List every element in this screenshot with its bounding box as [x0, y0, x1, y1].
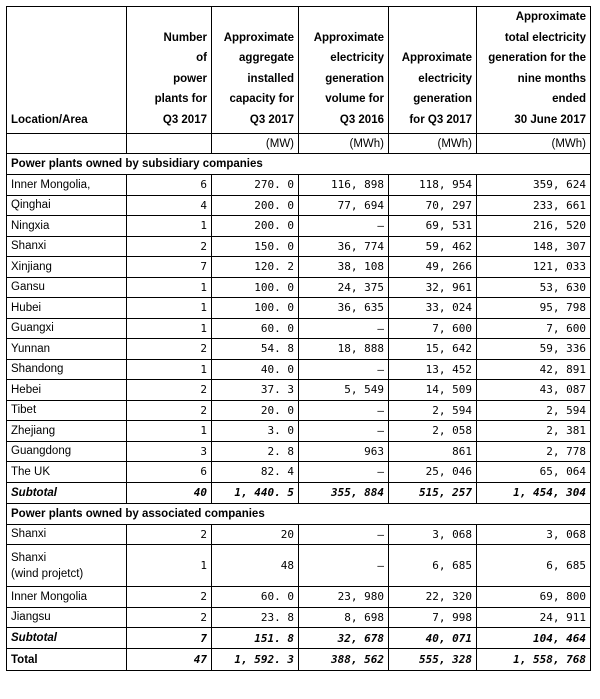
header-gen-nine-months	[477, 7, 591, 134]
header-line: electricity	[330, 52, 384, 64]
gen-nine-months-cell: 2, 381	[477, 421, 591, 442]
plants-cell: 6	[127, 462, 212, 483]
plants-cell: 1	[127, 359, 212, 380]
location-cell: Ningxia	[7, 216, 127, 237]
gen-2016-cell: –	[299, 318, 389, 339]
table-row	[7, 216, 591, 237]
section-title: Power plants owned by associated companies	[7, 503, 591, 524]
table-row	[7, 318, 591, 339]
gen-2017-cell: 15, 642	[389, 339, 477, 360]
header-line: electricity	[418, 72, 472, 85]
plants-cell: 40	[127, 482, 212, 503]
gen-nine-months-cell: 65, 064	[477, 462, 591, 483]
gen-nine-months-cell: 6, 685	[477, 545, 591, 587]
header-line: for Q3 2017	[409, 113, 472, 126]
header-line: nine months	[517, 72, 586, 85]
plants-cell: 1	[127, 298, 212, 319]
capacity-cell: 270. 0	[212, 175, 299, 196]
capacity-cell: 20	[212, 524, 299, 545]
gen-2016-cell: –	[299, 524, 389, 545]
capacity-cell: 3. 0	[212, 421, 299, 442]
gen-2016-cell: 116, 898	[299, 175, 389, 196]
table-container	[6, 6, 590, 671]
header-line: of	[196, 52, 207, 64]
capacity-cell: 2. 8	[212, 441, 299, 462]
location-cell: Inner Mongolia,	[7, 175, 127, 196]
plants-cell: 7	[127, 257, 212, 278]
gen-2017-cell: 59, 462	[389, 236, 477, 257]
gen-2017-cell: 7, 600	[389, 318, 477, 339]
capacity-cell: 100. 0	[212, 277, 299, 298]
location-cell: Yunnan	[7, 339, 127, 360]
location-cell: Shandong	[7, 359, 127, 380]
location-cell: Jiangsu	[7, 607, 127, 628]
gen-2016-cell: 36, 774	[299, 236, 389, 257]
subtotal-row-label: Subtotal	[7, 628, 127, 649]
section-header-row	[7, 154, 591, 175]
gen-nine-months-cell: 2, 594	[477, 400, 591, 421]
header-capacity	[212, 7, 299, 134]
gen-2017-cell: 70, 297	[389, 195, 477, 216]
gen-2016-cell: 963	[299, 441, 389, 462]
table-row	[7, 421, 591, 442]
header-line: installed	[247, 72, 294, 85]
plants-cell: 6	[127, 175, 212, 196]
gen-2016-cell: –	[299, 421, 389, 442]
header-line: ended	[552, 93, 586, 105]
plants-cell: 2	[127, 587, 212, 608]
gen-2017-cell: 13, 452	[389, 359, 477, 380]
capacity-cell: 60. 0	[212, 318, 299, 339]
gen-2016-cell: 36, 635	[299, 298, 389, 319]
capacity-cell: 60. 0	[212, 587, 299, 608]
gen-2017-cell: 555, 328	[389, 649, 477, 671]
header-line: Q3 2017	[162, 113, 207, 126]
capacity-cell: 100. 0	[212, 298, 299, 319]
plants-cell: 1	[127, 421, 212, 442]
capacity-cell: 120. 2	[212, 257, 299, 278]
capacity-cell: 20. 0	[212, 400, 299, 421]
gen-nine-months-cell: 59, 336	[477, 339, 591, 360]
capacity-cell: 200. 0	[212, 216, 299, 237]
location-cell: Shanxi	[7, 236, 127, 257]
table-row	[7, 400, 591, 421]
subtotal-row	[7, 482, 591, 503]
table-row	[7, 587, 591, 608]
table-row	[7, 524, 591, 545]
gen-2016-cell: 23, 980	[299, 587, 389, 608]
location-cell: Shanxi	[7, 524, 127, 545]
header-line: 30 June 2017	[514, 113, 586, 126]
gen-2016-cell: 5, 549	[299, 380, 389, 401]
header-line: power	[173, 72, 207, 85]
table-row	[7, 175, 591, 196]
gen-nine-months-cell: 216, 520	[477, 216, 591, 237]
gen-nine-months-cell: 3, 068	[477, 524, 591, 545]
capacity-cell: 150. 0	[212, 236, 299, 257]
gen-2017-cell: 7, 998	[389, 607, 477, 628]
location-cell: Hebei	[7, 380, 127, 401]
gen-2016-cell: –	[299, 545, 389, 587]
location-cell: Qinghai	[7, 195, 127, 216]
plants-cell: 2	[127, 607, 212, 628]
gen-nine-months-cell: 42, 891	[477, 359, 591, 380]
plants-cell: 1	[127, 318, 212, 339]
gen-nine-months-cell: 7, 600	[477, 318, 591, 339]
location-cell: Tibet	[7, 400, 127, 421]
location-line: Shanxi	[11, 551, 47, 564]
units-gen-2016: (MWh)	[299, 134, 389, 154]
header-line: Approximate	[223, 31, 294, 44]
table-row	[7, 339, 591, 360]
header-line: total electricity	[504, 31, 586, 44]
location-cell: Xinjiang	[7, 257, 127, 278]
header-plants	[127, 7, 212, 134]
plants-cell: 3	[127, 441, 212, 462]
header-line: Approximate	[515, 11, 586, 23]
location-cell	[7, 545, 127, 587]
plants-cell: 1	[127, 277, 212, 298]
units-capacity: (MW)	[212, 134, 299, 154]
gen-2016-cell: 355, 884	[299, 482, 389, 503]
header-gen-2017	[389, 7, 477, 134]
subtotal-row	[7, 628, 591, 649]
gen-nine-months-cell: 1, 558, 768	[477, 649, 591, 671]
header-line: Q3 2017	[249, 113, 294, 126]
table-row	[7, 380, 591, 401]
header-line: capacity for	[229, 93, 294, 105]
plants-cell: 7	[127, 628, 212, 649]
capacity-cell: 40. 0	[212, 359, 299, 380]
header-gen-2016	[299, 7, 389, 134]
header-line: Q3 2016	[339, 113, 384, 126]
plants-cell: 2	[127, 236, 212, 257]
gen-nine-months-cell: 104, 464	[477, 628, 591, 649]
capacity-cell: 200. 0	[212, 195, 299, 216]
section-header-row	[7, 503, 591, 524]
table-row	[7, 545, 591, 587]
capacity-cell: 1, 592. 3	[212, 649, 299, 671]
units-gen-nine-months: (MWh)	[477, 134, 591, 154]
gen-2017-cell: 69, 531	[389, 216, 477, 237]
table-row	[7, 462, 591, 483]
location-cell: Gansu	[7, 277, 127, 298]
gen-2017-cell: 6, 685	[389, 545, 477, 587]
header-line: generation	[325, 72, 384, 85]
gen-nine-months-cell: 43, 087	[477, 380, 591, 401]
location-cell: The UK	[7, 462, 127, 483]
plants-cell: 47	[127, 649, 212, 671]
plants-cell: 2	[127, 339, 212, 360]
power-plant-table	[6, 6, 591, 671]
header-location: Location/Area	[7, 7, 127, 134]
plants-cell: 2	[127, 400, 212, 421]
gen-2016-cell: 8, 698	[299, 607, 389, 628]
table-row	[7, 257, 591, 278]
capacity-cell: 37. 3	[212, 380, 299, 401]
total-row	[7, 649, 591, 671]
gen-2017-cell: 861	[389, 441, 477, 462]
gen-nine-months-cell: 24, 911	[477, 607, 591, 628]
gen-nine-months-cell: 2, 778	[477, 441, 591, 462]
gen-2016-cell: –	[299, 359, 389, 380]
plants-cell: 1	[127, 216, 212, 237]
table-row	[7, 277, 591, 298]
location-cell: Guangxi	[7, 318, 127, 339]
header-line: Number	[163, 31, 207, 44]
capacity-cell: 54. 8	[212, 339, 299, 360]
header-line: aggregate	[239, 52, 294, 64]
units-gen-2017: (MWh)	[389, 134, 477, 154]
gen-2017-cell: 2, 058	[389, 421, 477, 442]
gen-2016-cell: 388, 562	[299, 649, 389, 671]
plants-cell: 2	[127, 380, 212, 401]
gen-2017-cell: 49, 266	[389, 257, 477, 278]
plants-cell: 1	[127, 545, 212, 587]
location-cell: Hubei	[7, 298, 127, 319]
gen-2017-cell: 515, 257	[389, 482, 477, 503]
gen-nine-months-cell: 95, 798	[477, 298, 591, 319]
units-plants	[127, 134, 212, 154]
gen-nine-months-cell: 121, 033	[477, 257, 591, 278]
subtotal-row-label: Subtotal	[7, 482, 127, 503]
units-location	[7, 134, 127, 154]
gen-nine-months-cell: 359, 624	[477, 175, 591, 196]
capacity-cell: 48	[212, 545, 299, 587]
gen-2017-cell: 2, 594	[389, 400, 477, 421]
section-title: Power plants owned by subsidiary companies	[7, 154, 591, 175]
gen-2017-cell: 118, 954	[389, 175, 477, 196]
gen-2016-cell: –	[299, 400, 389, 421]
gen-2016-cell: 18, 888	[299, 339, 389, 360]
header-line: generation	[413, 93, 472, 105]
total-row-label: Total	[7, 649, 127, 671]
gen-nine-months-cell: 53, 630	[477, 277, 591, 298]
gen-nine-months-cell: 148, 307	[477, 236, 591, 257]
gen-nine-months-cell: 233, 661	[477, 195, 591, 216]
gen-2017-cell: 22, 320	[389, 587, 477, 608]
gen-nine-months-cell: 1, 454, 304	[477, 482, 591, 503]
header-line: Approximate	[313, 31, 384, 44]
plants-cell: 2	[127, 524, 212, 545]
table-row	[7, 195, 591, 216]
gen-2017-cell: 33, 024	[389, 298, 477, 319]
gen-2016-cell: 24, 375	[299, 277, 389, 298]
gen-2017-cell: 3, 068	[389, 524, 477, 545]
gen-nine-months-cell: 69, 800	[477, 587, 591, 608]
gen-2016-cell: 77, 694	[299, 195, 389, 216]
location-line: (wind projetct)	[11, 567, 84, 580]
location-cell: Inner Mongolia	[7, 587, 127, 608]
table-row	[7, 607, 591, 628]
table-row	[7, 236, 591, 257]
header-line: Approximate	[401, 52, 472, 64]
gen-2016-cell: –	[299, 462, 389, 483]
header-line: generation for the	[488, 52, 586, 64]
capacity-cell: 151. 8	[212, 628, 299, 649]
gen-2017-cell: 25, 046	[389, 462, 477, 483]
gen-2016-cell: –	[299, 216, 389, 237]
table-row	[7, 359, 591, 380]
location-cell: Zhejiang	[7, 421, 127, 442]
table-row	[7, 441, 591, 462]
plants-cell: 4	[127, 195, 212, 216]
gen-2016-cell: 32, 678	[299, 628, 389, 649]
units-row	[7, 134, 591, 154]
header-line: volume for	[325, 93, 384, 105]
capacity-cell: 1, 440. 5	[212, 482, 299, 503]
location-cell: Guangdong	[7, 441, 127, 462]
capacity-cell: 23. 8	[212, 607, 299, 628]
gen-2017-cell: 32, 961	[389, 277, 477, 298]
table-row	[7, 298, 591, 319]
gen-2016-cell: 38, 108	[299, 257, 389, 278]
header-row	[7, 7, 591, 134]
header-line: plants for	[154, 93, 207, 105]
gen-2017-cell: 40, 071	[389, 628, 477, 649]
capacity-cell: 82. 4	[212, 462, 299, 483]
gen-2017-cell: 14, 509	[389, 380, 477, 401]
